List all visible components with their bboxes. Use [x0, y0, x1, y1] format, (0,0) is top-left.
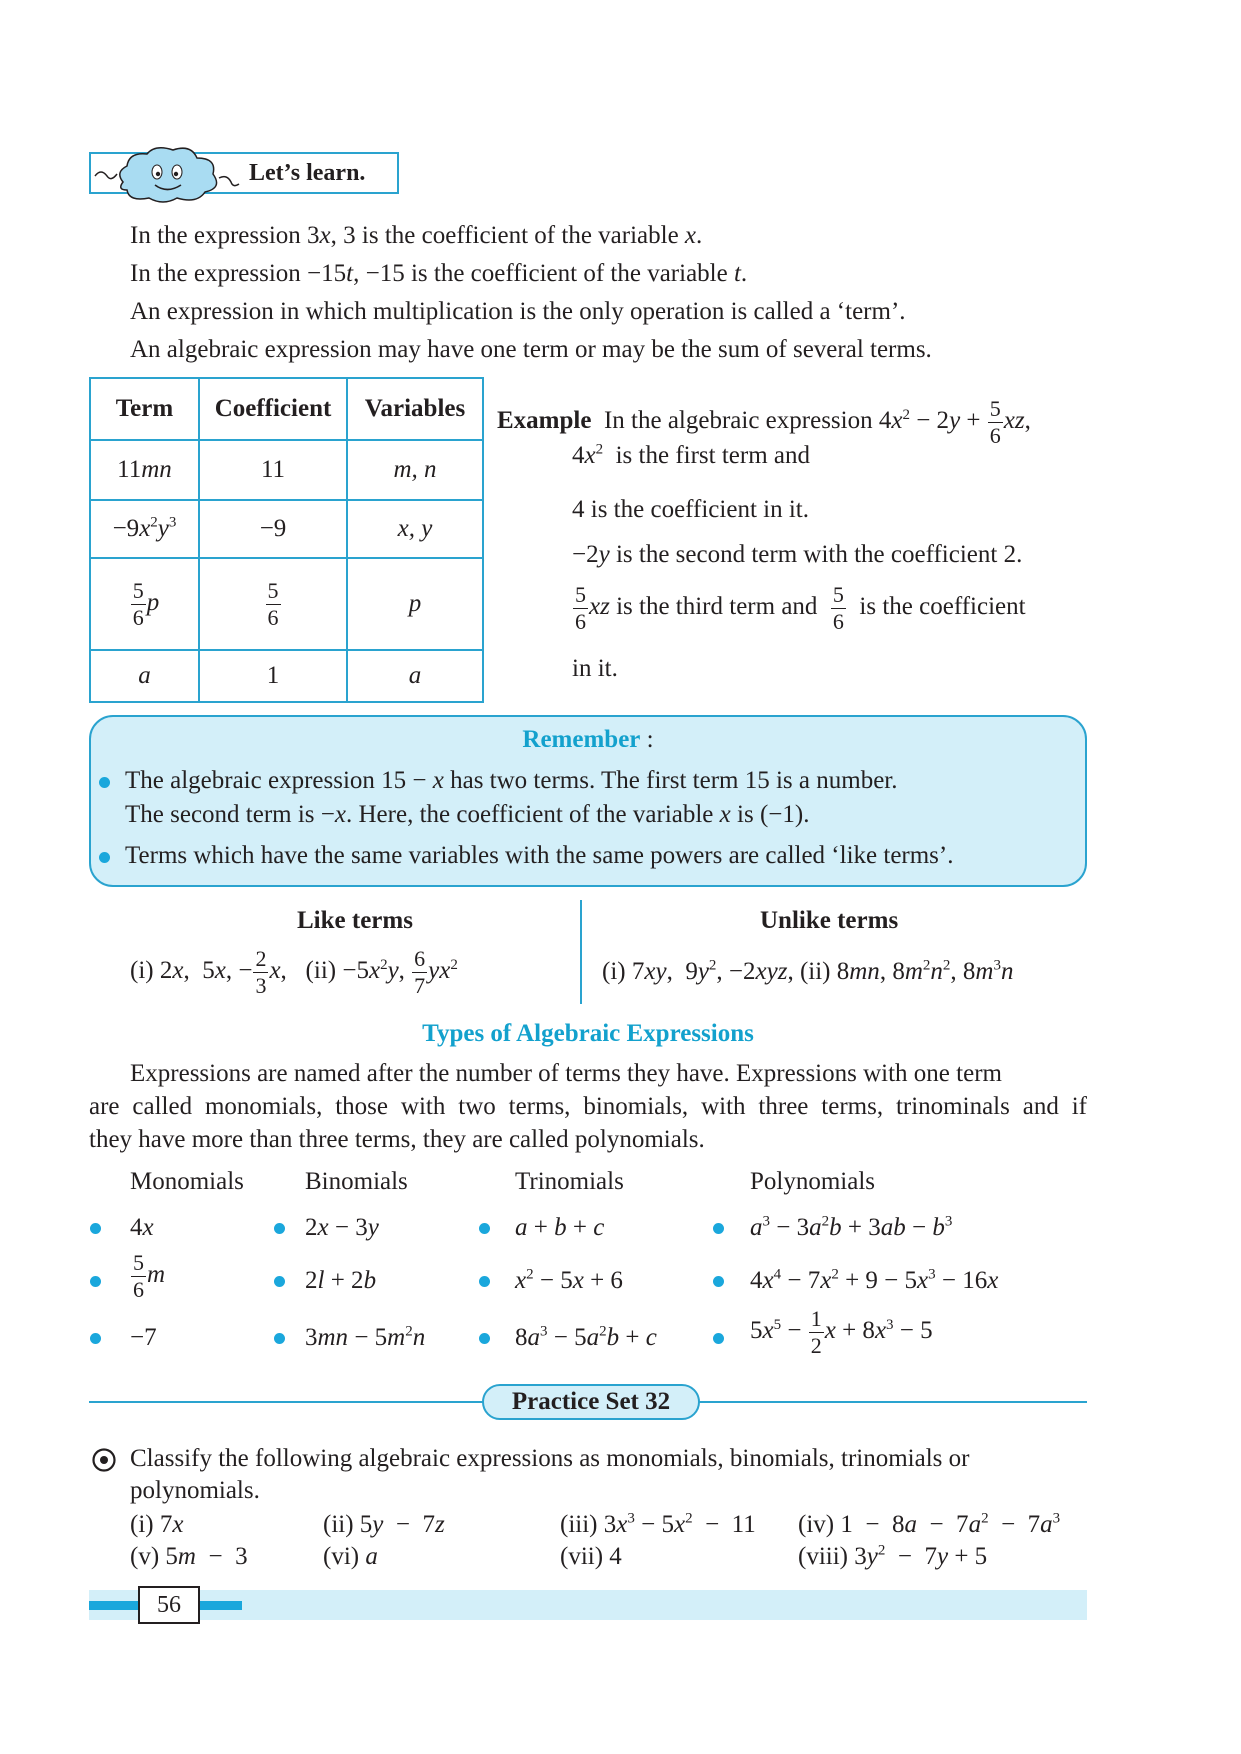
remember-title: Remember : — [522, 726, 654, 753]
lets-learn-title: Let’s learn. — [249, 160, 366, 186]
column-monomials: Monomials — [130, 1168, 244, 1195]
types-para-line-1: Expressions are named after the number of terms they have. Expressions with one term — [130, 1060, 1002, 1087]
monomial-item: −7 — [130, 1324, 157, 1351]
table-cell-variables: p — [347, 558, 483, 650]
table-header-term: Term — [90, 378, 199, 440]
target-bullet-icon — [91, 1447, 117, 1473]
polynomial-item: $5x^5$ − $\frac{1}{2}$ $x + 8x^3 - 5$ — [750, 1306, 933, 1358]
polynomial-item: $a^3 - 3a^2b + 3ab - b^3$ — [750, 1213, 953, 1241]
table-row — [90, 500, 483, 558]
practice-item: (v) 5m − 3 — [130, 1543, 248, 1570]
binomial-item: 2l + 2b — [305, 1267, 377, 1294]
bullet-icon — [99, 852, 110, 863]
types-para-line-3: they have more than three terms, they are called polynomials. — [89, 1126, 705, 1153]
intro-line-2: In the expression −15t, −15 is the coefficient of the variable t. — [130, 260, 748, 287]
table-cell-variables: x, y — [347, 500, 483, 558]
practice-item: (i) 7x — [130, 1511, 184, 1538]
practice-item: (iv) $1 - 8a - 7a^2 - 7a^3$ — [798, 1510, 1061, 1538]
example-line-3: 4 is the coefficient in it. — [572, 496, 809, 523]
bullet-icon — [90, 1276, 101, 1287]
table-cell-coefficient: 1 — [199, 650, 347, 702]
page-number: 56 — [138, 1586, 200, 1624]
table-cell-term: 11mn — [90, 440, 199, 500]
cloud-mascot-icon — [93, 144, 243, 206]
table-cell-term: a — [90, 650, 199, 702]
bullet-icon — [713, 1223, 724, 1234]
table-row — [90, 558, 483, 650]
types-para-line-2: are called monomials, those with two terms, binomials, with three terms, trinominals and if — [89, 1093, 1087, 1120]
intro-line-4: An algebraic expression may have one term or may be the sum of several terms. — [130, 336, 932, 363]
practice-question-line-2: polynomials. — [130, 1477, 260, 1504]
remember-point-1b: The second term is −x. Here, the coefficient of the variable x is (−1). — [125, 801, 810, 828]
bullet-icon — [99, 777, 110, 788]
monomial-item: $\frac{5}{6}$ m — [133, 1250, 166, 1302]
column-binomials: Binomials — [305, 1168, 408, 1195]
practice-set-title: Practice Set 32 — [482, 1384, 700, 1420]
practice-item: (ii) 5y − 7z — [323, 1511, 445, 1538]
table-cell-variables: a — [347, 650, 483, 702]
binomial-item: 2x − 3y — [305, 1214, 379, 1241]
practice-item: (vi) a — [323, 1543, 378, 1570]
example-line-5: $\frac{5}{6}$ xz is the third term and $\frac{5}{6}$ is the coefficient — [575, 582, 1026, 634]
unlike-terms-title: Unlike terms — [760, 907, 899, 934]
trinomial-item: a + b + c — [515, 1214, 605, 1241]
intro-line-1: In the expression 3x, 3 is the coefficient of the variable x. — [130, 222, 703, 249]
example-line-1: Example In the algebraic expression $4x^2 - 2y$ + $\frac{5}{6}$ xz, — [497, 396, 1031, 448]
bullet-icon — [479, 1276, 490, 1287]
bullet-icon — [479, 1223, 490, 1234]
table-cell-term: $\frac{5}{6}$ p — [90, 558, 199, 650]
bullet-icon — [90, 1223, 101, 1234]
table-header-variables: Variables — [347, 378, 483, 440]
practice-item: (vii) 4 — [560, 1543, 622, 1570]
column-trinomials: Trinomials — [515, 1168, 624, 1195]
table-row — [90, 650, 483, 702]
unlike-terms-content: (i) 7xy, $9y^2$, −2xyz, (ii) 8mn, $8m^2n^2$, $8m^3n$ — [602, 957, 1014, 985]
example-line-2: $4x^2$ is the first term and — [572, 441, 811, 469]
lets-learn-header — [89, 152, 399, 194]
column-polynomials: Polynomials — [750, 1168, 876, 1195]
polynomial-item: $4x^4 - 7x^2 + 9 - 5x^3 - 16x$ — [750, 1266, 999, 1294]
table-row — [90, 440, 483, 500]
bullet-icon — [713, 1333, 724, 1344]
trinomial-item: $8a^3 - 5a^2b + c$ — [515, 1323, 657, 1351]
term-coefficient-table — [89, 377, 484, 703]
bullet-icon — [274, 1333, 285, 1344]
bullet-icon — [274, 1223, 285, 1234]
monomial-item: 4x — [130, 1214, 154, 1241]
bullet-icon — [713, 1276, 724, 1287]
remember-point-1a: The algebraic expression 15 − x has two terms. The first term 15 is a number. — [125, 767, 898, 794]
practice-item: (iii) $3x^3 - 5x^2 - 11$ — [560, 1510, 756, 1538]
column-divider — [580, 900, 582, 1004]
practice-item: (viii) $3y^2 - 7y + 5$ — [798, 1542, 988, 1570]
like-terms-content: (i) 2x, 5x, − $\frac{2}{3}$ x, $(ii) -5x^2y$, $\frac{6}{7}$ $yx^2$ — [130, 946, 458, 998]
example-line-4: −2y is the second term with the coefficient 2. — [572, 541, 1023, 568]
practice-question-line-1: Classify the following algebraic expressions as monomials, binomials, trinomials or — [130, 1445, 970, 1472]
binomial-item: $3mn - 5m^2n$ — [305, 1323, 426, 1351]
example-line-6: in it. — [572, 655, 618, 682]
example-label: Example — [497, 407, 592, 435]
table-header-coefficient: Coefficient — [199, 378, 347, 440]
like-terms-title: Like terms — [297, 907, 413, 934]
intro-line-3: An expression in which multiplication is the only operation is called a ‘term’. — [130, 298, 906, 325]
trinomial-item: $x^2 - 5x + 6$ — [515, 1266, 623, 1294]
table-cell-variables: m, n — [347, 440, 483, 500]
table-cell-coefficient: 11 — [199, 440, 347, 500]
remember-box — [89, 715, 1087, 887]
table-cell-term: $-9x^2y^3$ — [90, 500, 199, 558]
bullet-icon — [479, 1333, 490, 1344]
bullet-icon — [90, 1333, 101, 1344]
remember-point-2: Terms which have the same variables with the same powers are called ‘like terms’. — [125, 842, 954, 869]
types-title: Types of Algebraic Expressions — [422, 1020, 754, 1047]
bullet-icon — [274, 1276, 285, 1287]
table-cell-coefficient: $\frac{5}{6}$ — [199, 558, 347, 650]
table-cell-coefficient: −9 — [199, 500, 347, 558]
